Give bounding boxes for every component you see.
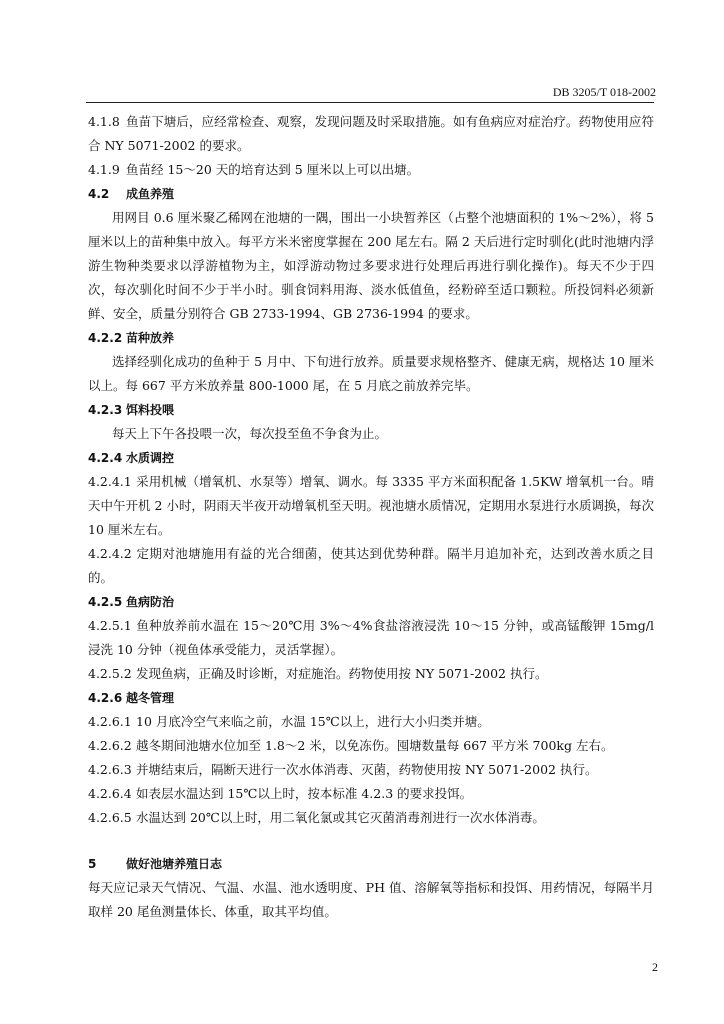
clause-text: 采用机械（增氧机、水泵等）增氧、调水。每 3335 平方米面积配备 1.5KW 增氧机一台。晴天中午开机 2 小时，阴雨天半夜开动增氧机至天明。视池塘水质情况，定期用水泵进行水质调换，每次 10 厘米左右。	[88, 474, 654, 537]
page-number: 2	[652, 960, 658, 974]
section-number: 4.2.5	[88, 595, 123, 609]
clause-text: 越冬期间池塘水位加至 1.8～2 米，以免冻伤。囤塘数量每 667 平方米 700kg 左右。	[136, 738, 614, 753]
clause-item	[88, 470, 654, 542]
clause-text: 鱼苗下塘后，应经常检查、观察，发现问题及时采取措施。如有鱼病应对症治疗。药物使用应符合 NY 5071-2002 的要求。	[88, 114, 654, 153]
clause-number: 4.2.4.2	[88, 546, 132, 561]
section-heading	[88, 590, 654, 614]
clause-text: 并塘结束后，隔断天进行一次水体消毒、灭菌，药物使用按 NY 5071-2002 执行。	[136, 762, 598, 777]
clause-number: 4.2.6.5	[88, 810, 132, 825]
section-heading	[88, 398, 654, 422]
clause-item	[88, 662, 654, 686]
clause-number: 4.1.8	[88, 114, 120, 129]
section-title: 苗种放养	[126, 331, 175, 345]
section-title: 饵料投喂	[126, 403, 175, 417]
section-number: 4.2.3	[88, 403, 123, 417]
section-number: 4.2	[88, 187, 110, 201]
section-gap	[88, 830, 654, 852]
clause-item	[88, 710, 654, 734]
clause-item	[88, 614, 654, 662]
clause-number: 4.2.6.1	[88, 714, 132, 729]
section-heading	[88, 686, 654, 710]
section-title: 做好池塘养殖日志	[126, 857, 223, 871]
clause-number: 4.2.6.4	[88, 786, 132, 801]
paragraph: 每天上下午各投喂一次，每次投至鱼不争食为止。	[112, 426, 388, 441]
clause-number: 4.2.5.1	[88, 618, 132, 633]
paragraph: 选择经驯化成功的鱼种于 5 月中、下旬进行放养。质量要求规格整齐、健康无病，规格达 10 厘米以上。每 667 平方米放养量 800-1000 尾，在 5 月底之前放养完毕。	[88, 354, 654, 393]
clause-number: 4.1.9	[88, 162, 120, 177]
section-title: 成鱼养殖	[126, 187, 175, 201]
clause-text: 发现鱼病，正确及时诊断，对症施治。药物使用按 NY 5071-2002 执行。	[136, 666, 548, 681]
clause-number: 4.2.4.1	[88, 474, 132, 489]
clause-text: 鱼苗经 15～20 天的培育达到 5 厘米以上可以出塘。	[126, 162, 420, 177]
clause-item	[88, 734, 654, 758]
clause-item	[88, 806, 654, 830]
clause-item	[88, 110, 654, 158]
section-heading	[88, 326, 654, 350]
clause-number: 4.2.6.2	[88, 738, 132, 753]
header-divider	[86, 102, 654, 103]
section-heading	[88, 446, 654, 470]
section-number: 5	[88, 857, 97, 871]
clause-number: 4.2.6.3	[88, 762, 132, 777]
document-body	[88, 110, 654, 924]
section-title: 鱼病防治	[126, 595, 175, 609]
header-code: DB 3205/T 018-2002	[552, 85, 656, 99]
paragraph: 用网目 0.6 厘米聚乙稀网在池塘的一隅，围出一小块暂养区（占整个池塘面积的 1%～2%），将 5 厘米以上的苗种集中放入。每平方米米密度掌握在 200 尾左右。隔 2 天后进行定时驯化(此时池塘内浮游生物种类要求以浮游植物为主，如浮游动物过多要求进行处理后再进行驯化操作)。每天不少于四次，每次驯化时间不少于半小时。驯食饲料用海、淡水低值鱼，经粉碎至适口颗粒。所投饲料必须新鲜、安全，质量分别符合 GB 2733-1994、GB 2736-1994 的要求。	[88, 210, 654, 321]
clause-text: 如表层水温达到 15℃以上时，按本标准 4.2.3 的要求投饵。	[136, 786, 473, 801]
clause-item	[88, 158, 654, 182]
section-heading	[88, 182, 654, 206]
clause-text: 水温达到 20℃以上时，用二氧化氯或其它灭菌消毒剂进行一次水体消毒。	[136, 810, 545, 825]
clause-text: 10 月底冷空气来临之前，水温 15℃以上，进行大小归类并塘。	[136, 714, 490, 729]
section-title: 越冬管理	[126, 691, 175, 705]
clause-number: 4.2.5.2	[88, 666, 132, 681]
clause-item	[88, 758, 654, 782]
paragraph: 每天应记录天气情况、气温、水温、池水透明度、PH 值、溶解氧等指标和投饵、用药情况，每隔半月取样 20 尾鱼测量体长、体重，取其平均值。	[88, 880, 654, 919]
section-number: 4.2.2	[88, 331, 123, 345]
section-title: 水质调控	[126, 451, 175, 465]
section-heading	[88, 852, 654, 876]
clause-item	[88, 542, 654, 590]
clause-text: 鱼种放养前水温在 15～20℃用 3%～4%食盐溶液浸洗 10～15 分钟，或高锰酸钾 15mg/l 浸洗 10 分钟（视鱼体承受能力，灵活掌握）。	[88, 618, 654, 657]
section-number: 4.2.4	[88, 451, 123, 465]
clause-text: 定期对池塘施用有益的光合细菌，使其达到优势种群。隔半月追加补充，达到改善水质之目的。	[88, 546, 654, 585]
section-number: 4.2.6	[88, 691, 123, 705]
clause-item	[88, 782, 654, 806]
